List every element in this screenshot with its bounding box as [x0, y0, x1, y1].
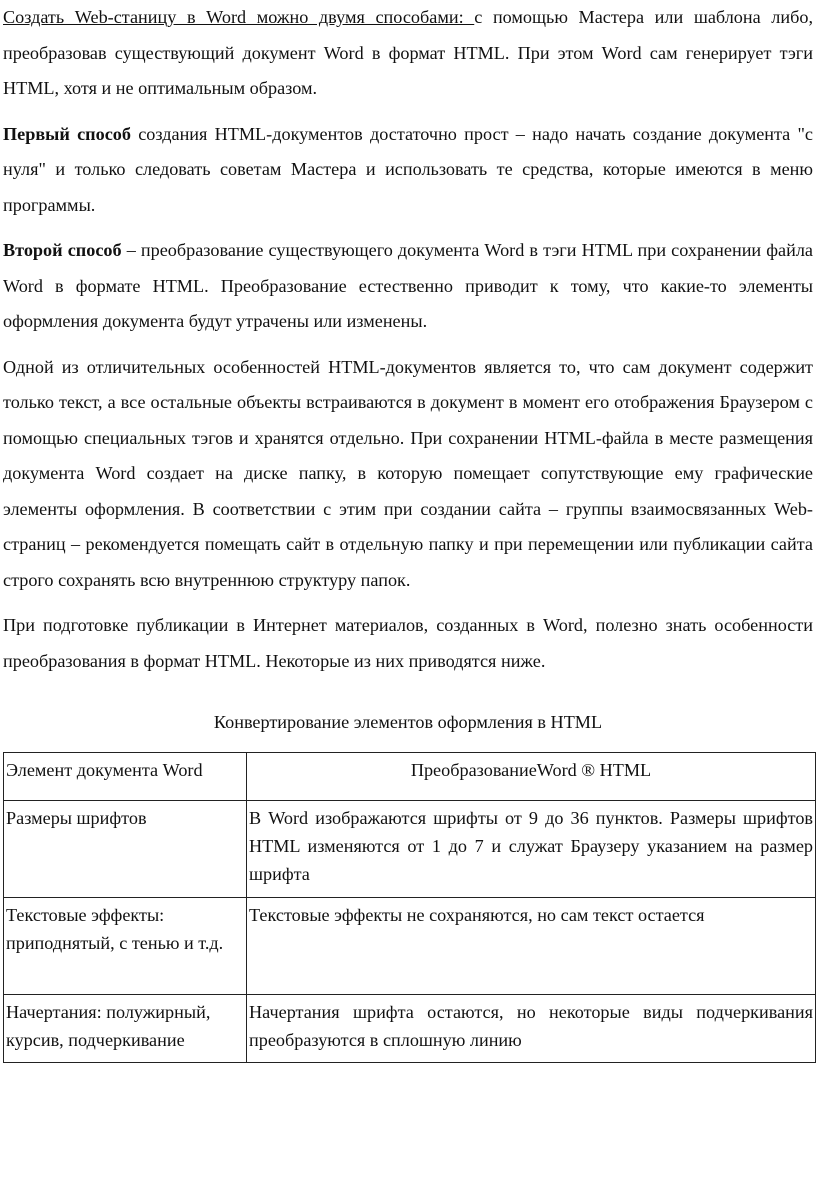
table-row — [4, 801, 816, 898]
table-cell-element: Начертания: полужирный, курсив, подчеркивание — [4, 995, 247, 1063]
intro-underlined-text: Создать Web-станицу в Word можно двумя способами: — [3, 7, 475, 27]
second-method-text: – преобразование существующего документа Word в тэги HTML при сохранении файла Word в формате HTML. Преобразование естественно приводит к тому, что какие-то элементы оформления документа будут утрачены или изменены. — [3, 240, 813, 331]
paragraph-first-method — [3, 117, 813, 224]
paragraph-intro — [3, 0, 813, 107]
table-row — [4, 898, 816, 995]
table-cell-conversion: В Word изображаются шрифты от 9 до 36 пунктов. Размеры шрифтов HTML изменяются от 1 до 7 и служат Браузеру указанием на размер шрифта — [247, 801, 816, 898]
paragraph-second-method — [3, 233, 813, 340]
table-cell-element: Размеры шрифтов — [4, 801, 247, 898]
header-cell-conversion: ПреобразованиеWord ® HTML — [247, 753, 816, 801]
table-cell-element: Текстовые эффекты: приподнятый, с тенью и т.д. — [4, 898, 247, 995]
table-row — [4, 995, 816, 1063]
table-cell-conversion: Текстовые эффекты не сохраняются, но сам текст остается — [247, 898, 816, 995]
first-method-text: создания HTML-документов достаточно прост – надо начать создание документа "с нуля" и только следовать советам Мастера и использовать те средства, которые имеются в меню программы. — [3, 123, 813, 215]
first-method-term: Первый способ — [3, 123, 131, 144]
second-method-term: Второй способ — [3, 240, 122, 260]
table-header-row — [4, 753, 816, 801]
paragraph-html-features: Одной из отличительных особенностей HTML-документов является то, что сам документ содержит только текст, а все остальные объекты встраиваются в документ в момент его отображения Браузером с помощью специальных тэгов и хранятся отдельно. При сохранении HTML-файла в месте размещения документа Word создает на диске папку, в которую помещает сопутствующие ему графические элементы оформления. В соответствии с этим при создании сайта – группы взаимосвязанных Web-страниц – рекомендуется помещать сайт в отдельную папку и при перемещении или публикации сайта строго сохранять всю внутреннюю структуру папок. — [3, 356, 813, 590]
conversion-table — [3, 752, 816, 1063]
paragraph-publication: При подготовке публикации в Интернет материалов, созданных в Word, полезно знать особенности преобразования в формат HTML. Некоторые из них приводятся ниже. — [3, 615, 813, 671]
intro-text: с помощью Мастера или шаблона либо, преобразовав существующий документ Word в формат HTML. При этом Word сам генерирует тэги HTML, хотя и не оптимальным образом. — [3, 7, 813, 98]
header-cell-element: Элемент документа Word — [4, 753, 247, 801]
table-caption: Конвертирование элементов оформления в HTML — [213, 712, 603, 732]
table-cell-conversion: Начертания шрифта остаются, но некоторые виды подчеркивания преобразуются в сплошную линию — [247, 995, 816, 1063]
